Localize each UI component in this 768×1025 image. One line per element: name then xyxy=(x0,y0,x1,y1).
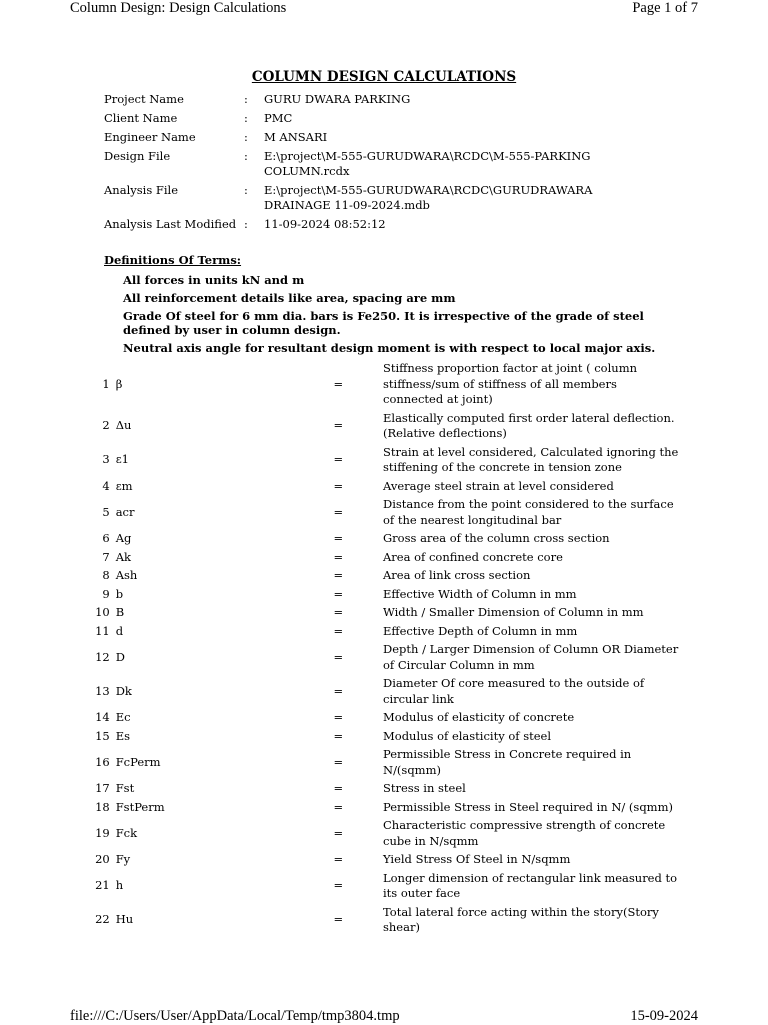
term-row xyxy=(80,568,680,584)
term-symbol: ε1 xyxy=(115,452,129,467)
term-equals: = xyxy=(333,418,344,433)
term-equals: = xyxy=(333,912,344,927)
term-number: 3 xyxy=(102,452,110,467)
term-number: 15 xyxy=(95,728,110,743)
term-row xyxy=(80,479,680,495)
term-number: 4 xyxy=(102,478,110,493)
term-description: Gross area of the column cross section xyxy=(383,531,610,545)
term-number: 22 xyxy=(95,912,110,927)
info-colon: : xyxy=(244,92,248,106)
notes-list xyxy=(123,273,668,359)
term-equals: = xyxy=(333,623,344,638)
term-row xyxy=(80,605,680,621)
info-label: Project Name xyxy=(104,92,184,106)
info-row-design-file xyxy=(104,149,634,179)
term-symbol: B xyxy=(115,605,125,619)
term-symbol: Fst xyxy=(115,781,135,795)
term-symbol: Hu xyxy=(115,912,134,927)
term-row xyxy=(80,587,680,603)
term-row xyxy=(80,800,680,816)
term-row xyxy=(80,852,680,868)
term-description: Distance from the point considered to the surface of the nearest longitudinal bar xyxy=(383,497,674,527)
term-symbol: FcPerm xyxy=(115,754,161,769)
info-label: Client Name xyxy=(104,111,178,125)
term-row xyxy=(80,781,680,797)
term-number: 20 xyxy=(95,852,110,866)
document-title: COLUMN DESIGN CALCULATIONS xyxy=(251,69,517,85)
term-symbol: FstPerm xyxy=(115,799,165,814)
term-equals: = xyxy=(333,568,344,582)
term-row xyxy=(80,550,680,566)
info-row-analysis-file xyxy=(104,183,634,213)
info-value: GURU DWARA PARKING xyxy=(264,92,411,106)
info-label: Engineer Name xyxy=(104,130,196,144)
term-equals: = xyxy=(333,728,344,743)
term-number: 7 xyxy=(102,549,110,564)
term-row xyxy=(80,710,680,726)
term-number: 8 xyxy=(102,568,110,582)
term-description: Total lateral force acting within the story(Story shear) xyxy=(383,904,659,934)
term-symbol: h xyxy=(115,878,124,893)
term-equals: = xyxy=(333,478,344,493)
term-symbol: Δu xyxy=(115,418,132,433)
term-equals: = xyxy=(333,376,344,391)
info-row-analysis-modified xyxy=(104,217,634,232)
term-number: 1 xyxy=(102,376,110,391)
term-symbol: Ak xyxy=(115,549,131,564)
info-row-project-name xyxy=(104,92,634,107)
page-header-title: Column Design: Design Calculations xyxy=(70,0,287,16)
term-symbol: Ash xyxy=(115,568,138,582)
term-row xyxy=(80,411,680,442)
info-value: 11-09-2024 08:52:12 xyxy=(264,217,386,231)
term-row xyxy=(80,747,680,778)
term-description: Area of confined concrete core xyxy=(383,549,563,564)
term-symbol: Dk xyxy=(115,683,132,698)
info-colon: : xyxy=(244,183,248,197)
term-equals: = xyxy=(333,549,344,564)
term-row xyxy=(80,871,680,902)
term-row xyxy=(80,818,680,849)
term-equals: = xyxy=(333,531,344,545)
info-colon: : xyxy=(244,130,248,144)
term-row xyxy=(80,361,680,408)
term-symbol: Es xyxy=(115,728,130,743)
term-number: 2 xyxy=(102,418,110,433)
term-description: Longer dimension of rectangular link measured to its outer face xyxy=(383,870,678,900)
term-description: Modulus of elasticity of steel xyxy=(383,728,552,743)
term-symbol: εm xyxy=(115,478,133,493)
term-equals: = xyxy=(333,586,344,601)
term-equals: = xyxy=(333,452,344,467)
term-symbol: acr xyxy=(115,504,135,519)
term-number: 16 xyxy=(95,754,110,769)
term-description: Characteristic compressive strength of concrete cube in N/sqmm xyxy=(383,818,666,848)
term-description: Permissible Stress in Steel required in N/ (sqmm) xyxy=(383,799,673,814)
term-symbol: Fck xyxy=(115,825,138,840)
term-description: Yield Stress Of Steel in N/sqmm xyxy=(383,852,571,866)
term-description: Stress in steel xyxy=(383,781,466,795)
term-symbol: b xyxy=(115,586,124,601)
info-label: Analysis File xyxy=(104,183,179,197)
term-number: 13 xyxy=(95,683,110,698)
term-description: Diameter Of core measured to the outside of circular link xyxy=(383,676,645,706)
term-row xyxy=(80,531,680,547)
term-number: 12 xyxy=(95,649,110,664)
term-number: 17 xyxy=(95,781,110,795)
info-colon: : xyxy=(244,149,248,163)
page-number: Page 1 of 7 xyxy=(632,0,698,16)
definitions-heading: Definitions Of Terms: xyxy=(104,253,242,267)
term-description: Depth / Larger Dimension of Column OR Diameter of Circular Column in mm xyxy=(383,642,679,672)
term-row xyxy=(80,729,680,745)
info-value: PMC xyxy=(264,111,293,125)
term-symbol: d xyxy=(115,623,124,638)
term-description: Effective Width of Column in mm xyxy=(383,586,577,601)
term-number: 21 xyxy=(95,878,110,893)
info-label: Design File xyxy=(104,149,171,163)
term-symbol: D xyxy=(115,649,125,664)
term-equals: = xyxy=(333,754,344,769)
note: Neutral axis angle for resultant design moment is with respect to local major axis. xyxy=(123,341,656,355)
term-equals: = xyxy=(333,878,344,893)
term-equals: = xyxy=(333,781,344,795)
info-colon: : xyxy=(244,111,248,125)
term-equals: = xyxy=(333,852,344,866)
term-symbol: β xyxy=(115,376,123,391)
term-row xyxy=(80,624,680,640)
term-row xyxy=(80,676,680,707)
term-description: Width / Smaller Dimension of Column in mm xyxy=(383,605,644,619)
term-number: 10 xyxy=(95,605,110,619)
term-row xyxy=(80,905,680,936)
info-row-engineer-name xyxy=(104,130,634,145)
term-symbol: Ec xyxy=(115,710,131,724)
term-description: Elastically computed first order lateral deflection.(Relative deflections) xyxy=(383,410,675,440)
term-description: Average steel strain at level considered xyxy=(383,478,614,493)
term-description: Effective Depth of Column in mm xyxy=(383,623,578,638)
term-equals: = xyxy=(333,649,344,664)
note: All reinforcement details like area, spacing are mm xyxy=(123,291,456,305)
info-value: E:\project\M-555-GURUDWARA\RCDC\GURUDRAWARA DRAINAGE 11-09-2024.mdb xyxy=(264,183,593,212)
file-path: file:///C:/Users/User/AppData/Local/Temp/tmp3804.tmp xyxy=(70,1008,400,1024)
term-row xyxy=(80,642,680,673)
term-number: 11 xyxy=(95,623,110,638)
project-info xyxy=(104,92,634,236)
note: All forces in units kN and m xyxy=(123,273,305,287)
info-value: E:\project\M-555-GURUDWARA\RCDC\M-555-PARKING COLUMN.rcdx xyxy=(264,149,591,178)
term-description: Modulus of elasticity of concrete xyxy=(383,710,575,724)
term-number: 18 xyxy=(95,799,110,814)
term-symbol: Fy xyxy=(115,852,131,866)
term-number: 5 xyxy=(102,504,110,519)
term-symbol: Ag xyxy=(115,531,132,545)
term-equals: = xyxy=(333,504,344,519)
term-equals: = xyxy=(333,825,344,840)
term-equals: = xyxy=(333,710,344,724)
note: Grade Of steel for 6 mm dia. bars is Fe250. It is irrespective of the grade of steel defined by user in column design. xyxy=(123,309,644,337)
term-description: Permissible Stress in Concrete required in N/(sqmm) xyxy=(383,747,632,777)
info-label: Analysis Last Modified xyxy=(104,217,237,231)
term-row xyxy=(80,445,680,476)
term-number: 14 xyxy=(95,710,110,724)
term-description: Strain at level considered, Calculated ignoring the stiffening of the concrete in tension zone xyxy=(383,444,679,474)
info-value: M ANSARI xyxy=(264,130,328,144)
term-description: Stiffness proportion factor at joint ( column stiffness/sum of stiffness of all members connected at joint) xyxy=(383,361,638,406)
term-equals: = xyxy=(333,683,344,698)
term-number: 6 xyxy=(102,531,110,545)
term-number: 9 xyxy=(102,586,110,601)
term-equals: = xyxy=(333,799,344,814)
term-number: 19 xyxy=(95,825,110,840)
info-colon: : xyxy=(244,217,248,231)
print-date: 15-09-2024 xyxy=(630,1008,698,1024)
term-row xyxy=(80,497,680,528)
info-row-client-name xyxy=(104,111,634,126)
terms-list xyxy=(80,361,680,939)
term-equals: = xyxy=(333,605,344,619)
term-description: Area of link cross section xyxy=(383,568,531,582)
